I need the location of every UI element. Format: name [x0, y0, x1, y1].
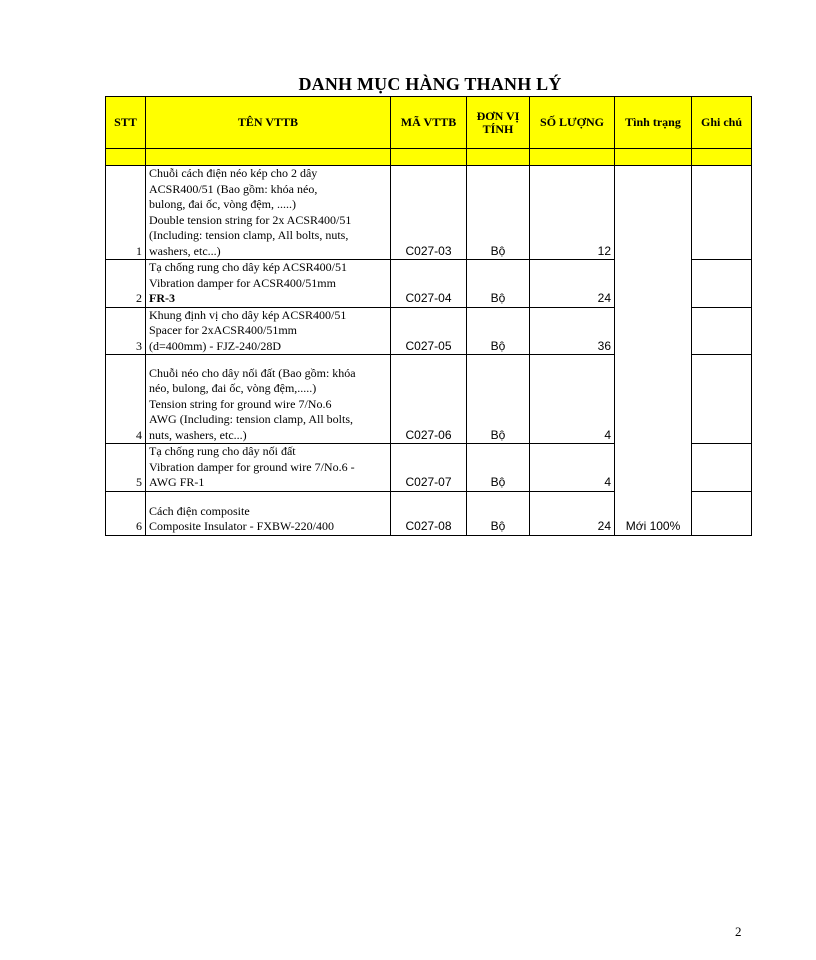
cell-name — [146, 355, 391, 444]
cell-note — [692, 307, 752, 355]
name-line: Tension string for ground wire 7/No.6 — [149, 396, 332, 411]
header-unit — [467, 97, 530, 149]
name-line: Tạ chống rung cho dây kép ACSR400/51 — [149, 260, 347, 274]
header-note: Ghi chú — [692, 97, 752, 149]
cell-name — [146, 166, 391, 260]
name-line: Cách điện composite — [149, 503, 250, 518]
name-line: AWG (Including: tension clamp, All bolts, — [149, 412, 354, 426]
cell-status-merged: Mới 100% — [615, 166, 692, 536]
blank-cell — [146, 149, 391, 166]
cell-note — [692, 166, 752, 260]
cell-qty: 24 — [530, 491, 615, 535]
cell-name — [146, 260, 391, 308]
name-line: FR-3 — [149, 291, 175, 305]
name-line: Chuỗi cách điện néo kép cho 2 dây — [149, 166, 318, 180]
cell-unit: Bộ — [467, 166, 530, 260]
name-line: (d=400mm) - FJZ-240/28D — [149, 338, 282, 353]
name-line: Spacer for 2xACSR400/51mm — [149, 323, 297, 337]
header-qty: SỐ LƯỢNG — [530, 97, 615, 149]
header-stt: STT — [106, 97, 146, 149]
cell-unit: Bộ — [467, 260, 530, 308]
blank-cell — [391, 149, 467, 166]
cell-stt: 6 — [106, 491, 146, 535]
name-line: AWG FR-1 — [149, 475, 205, 489]
blank-cell — [106, 149, 146, 166]
header-name: TÊN VTTB — [146, 97, 391, 149]
cell-code: C027-08 — [391, 491, 467, 535]
name-line: (Including: tension clamp, All bolts, nuts, — [149, 228, 349, 242]
cell-name — [146, 491, 391, 535]
blank-cell — [467, 149, 530, 166]
name-line: Composite Insulator - FXBW-220/400 — [149, 519, 334, 533]
cell-note — [692, 444, 752, 492]
name-line: washers, etc...) — [149, 243, 221, 258]
cell-code: C027-03 — [391, 166, 467, 260]
blank-cell — [615, 149, 692, 166]
document-title: DANH MỤC HÀNG THANH LÝ — [298, 74, 562, 94]
name-line: bulong, đai ốc, vòng đệm, .....) — [149, 197, 296, 211]
blank-cell — [530, 149, 615, 166]
cell-unit: Bộ — [467, 307, 530, 355]
table-row — [106, 166, 752, 260]
cell-code: C027-04 — [391, 260, 467, 308]
name-line: Vibration damper for ACSR400/51mm — [149, 275, 336, 290]
cell-stt: 1 — [106, 166, 146, 260]
header-unit-line2: TÍNH — [482, 121, 514, 136]
cell-code: C027-06 — [391, 355, 467, 444]
name-line: nuts, washers, etc...) — [149, 427, 247, 442]
header-code: MÃ VTTB — [391, 97, 467, 149]
cell-stt: 2 — [106, 260, 146, 308]
liquidation-items-table — [105, 96, 752, 536]
cell-stt: 5 — [106, 444, 146, 492]
cell-qty: 4 — [530, 355, 615, 444]
cell-note — [692, 355, 752, 444]
page-number: 2 — [735, 924, 742, 939]
cell-qty: 24 — [530, 260, 615, 308]
header-status: Tình trạng — [615, 97, 692, 149]
name-line: Double tension string for 2x ACSR400/51 — [149, 212, 352, 227]
cell-note — [692, 491, 752, 535]
blank-cell — [692, 149, 752, 166]
cell-code: C027-07 — [391, 444, 467, 492]
cell-qty: 4 — [530, 444, 615, 492]
name-line: Chuỗi néo cho dây nối đất (Bao gồm: khóa — [149, 365, 356, 380]
cell-name — [146, 307, 391, 355]
cell-unit: Bộ — [467, 355, 530, 444]
name-line: Tạ chống rung cho dây nối đất — [149, 444, 296, 458]
name-line: ACSR400/51 (Bao gồm: khóa néo, — [149, 181, 318, 196]
cell-code: C027-05 — [391, 307, 467, 355]
cell-qty: 36 — [530, 307, 615, 355]
cell-unit: Bộ — [467, 444, 530, 492]
name-line: Vibration damper for ground wire 7/No.6 - — [149, 459, 355, 474]
cell-qty: 12 — [530, 166, 615, 260]
blank-highlight-row — [106, 149, 752, 166]
cell-stt: 3 — [106, 307, 146, 355]
name-line: néo, bulong, đai ốc, vòng đệm,.....) — [149, 381, 317, 395]
cell-name — [146, 444, 391, 492]
cell-note — [692, 260, 752, 308]
cell-unit: Bộ — [467, 491, 530, 535]
header-unit-line1: ĐƠN VỊ — [476, 108, 520, 123]
header-row — [106, 97, 752, 149]
name-line: Khung định vị cho dây kép ACSR400/51 — [149, 307, 347, 322]
cell-stt: 4 — [106, 355, 146, 444]
